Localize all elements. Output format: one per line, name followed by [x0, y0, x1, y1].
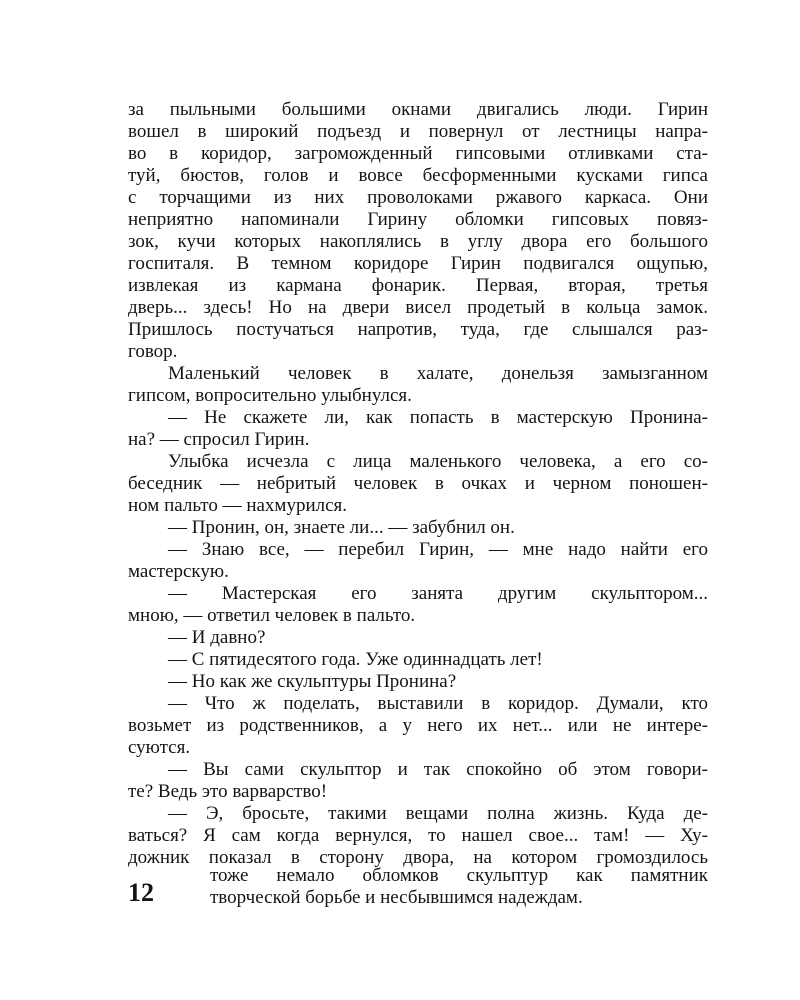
text-line: Улыбка исчезла с лица маленького человека, а его со- — [168, 451, 708, 472]
text-line: Пришлось постучаться напротив, туда, где слышался раз- — [128, 319, 708, 340]
text-line: туй, бюстов, голов и вовсе бесформенными кусками гипса — [128, 165, 708, 186]
text-line: говор. — [128, 341, 178, 362]
text-line: неприятно напоминали Гирину обломки гипсовых повяз- — [128, 209, 708, 230]
text-line: — С пятидесятого года. Уже одиннадцать лет! — [168, 649, 543, 670]
text-line: мною, — ответил человек в пальто. — [128, 605, 416, 626]
text-line: с торчащими из них проволоками ржавого каркаса. Они — [128, 187, 708, 208]
text-line: суются. — [128, 737, 191, 758]
text-line: — Мастерская его занята другим скульптором... — [168, 583, 708, 604]
text-line: Маленький человек в халате, донельзя замызганном — [168, 363, 708, 384]
text-line: извлекая из кармана фонарик. Первая, вторая, третья — [128, 275, 708, 296]
body-text-continuation — [128, 865, 708, 909]
text-line: — Вы сами скульптор и так спокойно об этом говори- — [168, 759, 708, 780]
text-line: — Знаю все, — перебил Гирин, — мне надо найти его — [168, 539, 708, 560]
text-line: ваться? Я сам когда вернулся, то нашел свое... там! — Ху- — [128, 825, 708, 846]
text-line: во в коридор, загроможденный гипсовыми отливками ста- — [128, 143, 708, 164]
page-number: 12 — [128, 878, 154, 907]
text-line: зок, кучи которых накоплялись в углу двора его большого — [128, 231, 708, 252]
text-line: — И давно? — [168, 627, 266, 648]
body-text — [128, 99, 708, 869]
text-line: — Пронин, он, знаете ли... — забубнил он. — [168, 517, 515, 538]
text-line: госпиталя. В темном коридоре Гирин подвигался ощупью, — [128, 253, 708, 274]
text-line: — Не скажете ли, как попасть в мастерскую Пронина- — [168, 407, 708, 428]
text-line: гипсом, вопросительно улыбнулся. — [128, 385, 412, 406]
text-line: вошел в широкий подъезд и повернул от лестницы напра- — [128, 121, 708, 142]
text-line: мастерскую. — [128, 561, 229, 582]
text-line: тоже немало обломков скульптур как памятник — [210, 865, 708, 886]
text-line: ном пальто — нахмурился. — [128, 495, 348, 516]
text-line: беседник — небритый человек в очках и черном поношен- — [128, 473, 708, 494]
text-line: — Э, бросьте, такими вещами полна жизнь. Куда де- — [168, 803, 708, 824]
text-line: возьмет из родственников, а у него их нет... или не интере- — [128, 715, 708, 736]
text-line: на? — спросил Гирин. — [128, 429, 310, 450]
text-line: за пыльными большими окнами двигались люди. Гирин — [128, 99, 708, 120]
text-line: — Что ж поделать, выставили в коридор. Думали, кто — [168, 693, 708, 714]
text-line: те? Ведь это варварство! — [128, 781, 328, 802]
text-line: дверь... здесь! Но на двери висел продетый в кольца замок. — [128, 297, 708, 318]
text-line: дожник показал в сторону двора, на котором громоздилось — [128, 847, 708, 868]
text-line: творческой борьбе и несбывшимся надеждам. — [210, 887, 583, 908]
text-line: — Но как же скульптуры Пронина? — [168, 671, 457, 692]
